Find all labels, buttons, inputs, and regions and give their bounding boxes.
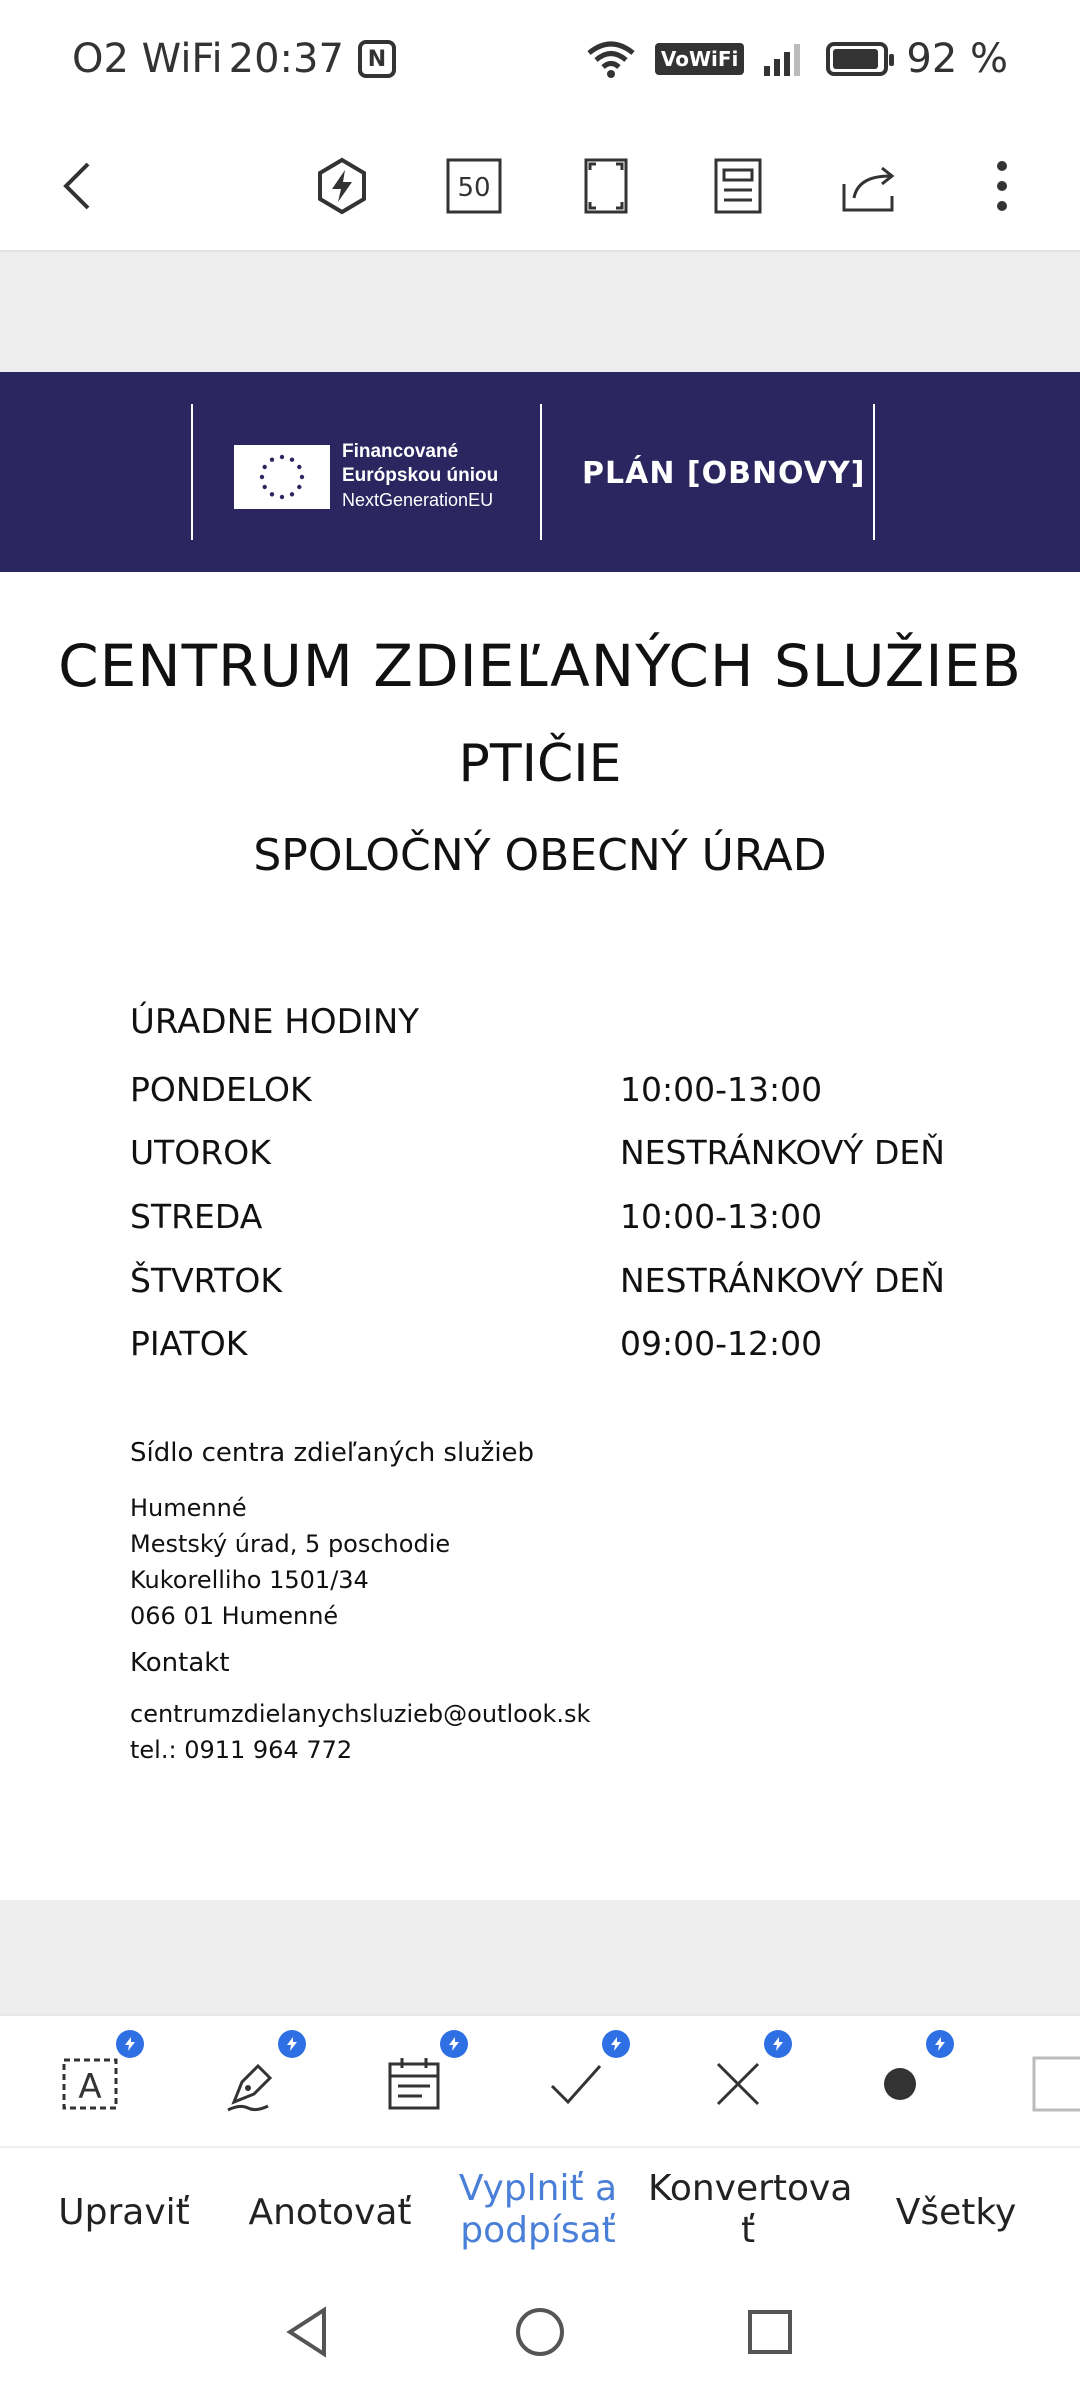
reading-mode-icon [708,156,768,216]
system-nav-bar [0,2276,1080,2388]
signal-icon [762,40,808,78]
date-tool[interactable] [374,2044,454,2124]
hours-day: STREDA [130,1197,263,1236]
hours-row [130,1324,1010,1374]
tab-label: Upraviť [58,2192,190,2233]
fullscreen-button[interactable] [568,148,644,224]
tab-convert[interactable] [648,2168,853,2252]
eu-funding-text [342,440,498,512]
tab-label-line-1: Vyplniť a [458,2168,618,2209]
checkmark-icon [544,2052,608,2116]
status-bar [0,0,1080,120]
page-number-text: 50 [457,173,491,203]
page-number-button[interactable] [436,148,512,224]
signature-pen-icon [220,2052,284,2116]
eu-line-1: Financované [342,441,459,462]
eu-flag-icon [234,445,330,509]
checkmark-tool[interactable] [536,2044,616,2124]
premium-badge-icon [602,2030,630,2058]
battery-percent: 92 % [906,36,1008,82]
contact-email: centrumzdielanychsluzieb@outlook.sk [130,1700,591,1728]
document-gap-top [0,252,1080,372]
date-icon [382,2052,446,2116]
more-icon [972,156,1032,216]
tab-label: Anotovať [248,2192,412,2233]
hours-day: PONDELOK [130,1070,312,1109]
back-button[interactable] [42,148,118,224]
battery-icon [826,42,888,76]
hours-day: PIATOK [130,1324,248,1363]
cross-icon [706,2052,770,2116]
tab-label: Všetky [895,2192,1017,2233]
nav-back-icon [280,2304,336,2360]
svg-text:A: A [78,2067,102,2107]
nav-home-button[interactable] [508,2300,572,2364]
premium-badge-icon [440,2030,468,2058]
banner-divider [540,404,542,540]
address-line: Humenné [130,1494,247,1522]
document-gap-bottom [0,1900,1080,2014]
nav-home-icon [512,2304,568,2360]
hours-time: NESTRÁNKOVÝ DEŇ [620,1261,945,1300]
ai-button[interactable] [304,148,380,224]
banner-divider [191,404,193,540]
premium-badge-icon [926,2030,954,2058]
top-toolbar [0,120,1080,252]
tab-annotate[interactable] [230,2192,430,2234]
tab-label-line-2: ť [740,2210,756,2251]
hours-row [130,1197,1010,1247]
dot-icon [868,2052,932,2116]
ai-lightning-icon [312,156,372,216]
text-field-tool[interactable] [50,2044,130,2124]
reading-mode-button[interactable] [700,148,776,224]
hours-row [130,1133,1010,1183]
nav-recents-button[interactable] [738,2300,802,2364]
address-line: Mestský úrad, 5 poschodie [130,1530,451,1558]
nav-back-button[interactable] [276,2300,340,2364]
more-button[interactable] [964,148,1040,224]
text-field-icon [58,2052,122,2116]
premium-badge-icon [278,2030,306,2058]
nfc-icon: N [358,40,396,78]
contact-phone: tel.: 0911 964 772 [130,1736,353,1764]
address-block [130,1490,450,1634]
status-left [72,36,396,82]
plan-obnovy-logo: PLÁN [OBNOVY] [582,456,866,491]
vowifi-icon: VoWiFi [655,43,745,75]
share-button[interactable] [832,148,908,224]
fullscreen-icon [576,156,636,216]
box-tool[interactable] [1028,2044,1080,2124]
document-subtitle: PTIČIE [458,734,622,794]
document-page [0,572,1080,1900]
hours-day: UTOROK [130,1133,271,1172]
mode-tabs [0,2146,1080,2276]
document-subheading: SPOLOČNÝ OBECNÝ ÚRAD [253,830,827,881]
seat-label: Sídlo centra zdieľaných služieb [130,1438,535,1468]
premium-badge-icon [116,2030,144,2058]
dot-tool[interactable] [860,2044,940,2124]
hours-time: 10:00-13:00 [620,1070,823,1109]
address-line: Kukorelliho 1501/34 [130,1566,369,1594]
contact-label: Kontakt [130,1648,230,1678]
document-title: CENTRUM ZDIEĽANÝCH SLUŽIEB [58,632,1022,700]
cross-tool[interactable] [698,2044,778,2124]
tab-edit[interactable] [24,2192,224,2234]
hours-time: 10:00-13:00 [620,1197,823,1236]
box-icon [1028,2052,1080,2116]
premium-badge-icon [764,2030,792,2058]
tab-label-line-2: podpísať [460,2210,616,2251]
page-number-icon [444,156,504,216]
eu-line-3: NextGenerationEU [342,490,494,510]
status-right [585,36,1008,82]
carrier-label: O2 WiFi [72,36,223,82]
contact-block [130,1696,590,1768]
back-icon [50,156,110,216]
tab-label-line-1: Konvertova [648,2168,853,2209]
tab-all[interactable] [856,2192,1056,2234]
battery-fill [833,49,877,69]
tab-fill-and-sign[interactable] [438,2168,638,2252]
eu-banner [0,372,1080,572]
office-hours-title: ÚRADNE HODINY [130,1002,420,1042]
signature-tool[interactable] [212,2044,292,2124]
hours-time: NESTRÁNKOVÝ DEŇ [620,1133,945,1172]
hours-row [130,1261,1010,1311]
banner-divider [873,404,875,540]
address-line: 066 01 Humenné [130,1602,339,1630]
clock: 20:37 [228,36,344,82]
wifi-icon [585,39,637,79]
nav-recents-icon [742,2304,798,2360]
hours-day: ŠTVRTOK [130,1261,282,1300]
eu-line-2: Európskou úniou [342,465,499,486]
fill-sign-tools [0,2014,1080,2146]
hours-row [130,1070,1010,1120]
hours-time: 09:00-12:00 [620,1324,823,1363]
share-icon [840,156,900,216]
